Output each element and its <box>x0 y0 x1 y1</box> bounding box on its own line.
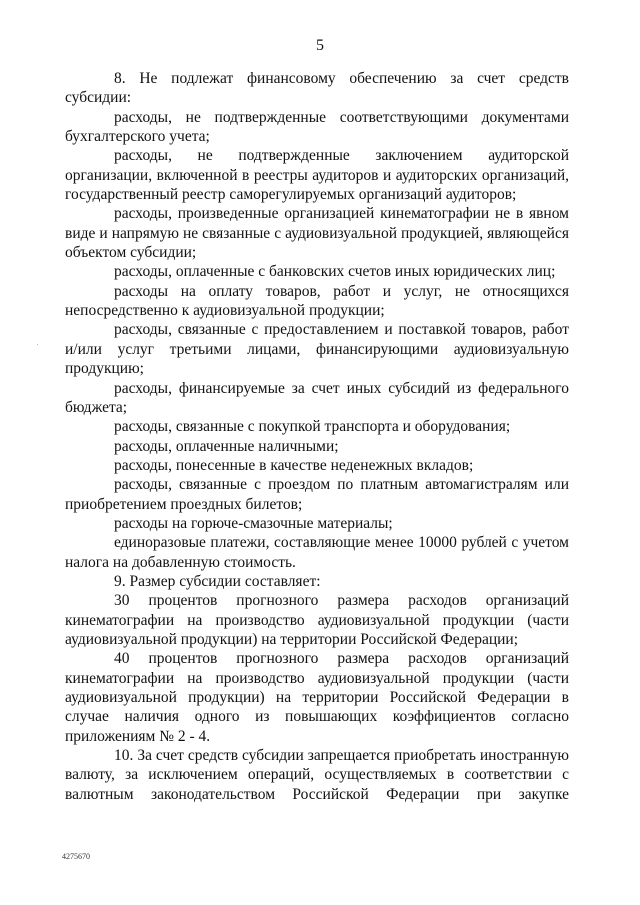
list-item: расходы, связанные с покупкой транспорта и оборудования; <box>114 418 511 436</box>
clause-9-heading: 9. Размер субсидии составляет: <box>114 572 321 590</box>
list-item: расходы, оплаченные наличными; <box>114 437 339 455</box>
list-item: единоразовые платежи, составляющие менее 10000 рублей с учетом налога на добавленную стоимость. <box>65 534 569 571</box>
clause-8-heading: 8. Не подлежат финансовому обеспечению за счет средств субсидии: <box>65 70 569 107</box>
list-item: расходы, не подтвержденные соответствующими документами бухгалтерского учета; <box>65 108 569 146</box>
list-item: расходы, произведенные организацией кинематографии не в явном виде и напрямую не связанные с аудиовизуальной продукцией, являющейся объектом субсидии; <box>65 205 569 262</box>
document-body <box>65 69 569 804</box>
list-item: расходы на горюче-смазочные материалы; <box>114 514 393 532</box>
list-item: расходы, связанные с предоставлением и поставкой товаров, работ и/или услуг третьими лицами, финансирующими аудиовизуальную продукцию; <box>65 321 569 378</box>
list-item: расходы, оплаченные с банковских счетов иных юридических лиц; <box>114 263 556 281</box>
document-code: 4275670 <box>62 852 90 861</box>
list-item: расходы, понесенные в качестве неденежных вкладов; <box>114 456 474 474</box>
list-item: 40 процентов прогнозного размера расходов организаций кинематографии на производство аудиовизуальной продукции (части аудиовизуальной продукции) на территории Российской Федерации в случае наличия одного из повышающих коэффициентов согласно приложениям № 2 - 4. <box>65 650 569 745</box>
list-item: расходы на оплату товаров, работ и услуг, не относящихся непосредственно к аудиовизуальной продукции; <box>65 282 569 320</box>
page-number: 5 <box>316 37 324 54</box>
list-item: расходы, связанные с проездом по платным автомагистралям или приобретением проездных билетов; <box>65 476 569 513</box>
clause-10-paragraph: 10. За счет средств субсидии запрещается приобретать иностранную валюту, за исключением операций, осуществляемых в соответствии с валютным законодательством Российской Федерации при закупке <box>65 747 569 803</box>
list-item: расходы, не подтвержденные заключением аудиторской организации, включенной в реестры аудиторов и аудиторских организаций, государственный реестр саморегулируемых организаций аудиторов; <box>65 147 569 204</box>
scan-speck <box>37 344 38 345</box>
list-item: расходы, финансируемые за счет иных субсидий из федерального бюджета; <box>65 379 569 416</box>
list-item: 30 процентов прогнозного размера расходов организаций кинематографии на производство аудиовизуальной продукции (части аудиовизуальной продукции) на территории Российской Федерации; <box>65 592 569 648</box>
